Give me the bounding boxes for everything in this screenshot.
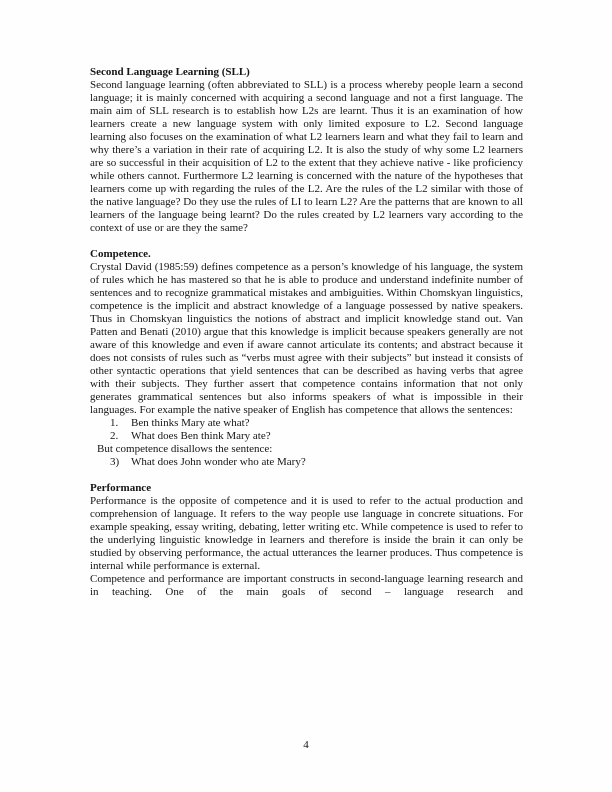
disallowed-sentences-list <box>90 456 523 469</box>
list-marker: 3) <box>110 456 120 468</box>
list-item-text: Ben thinks Mary ate what? <box>131 417 250 429</box>
disallowed-sentence-intro: But competence disallows the sentence: <box>97 443 273 455</box>
section-heading-performance: Performance <box>90 482 152 494</box>
allowed-sentences-list <box>90 417 523 443</box>
paragraph-sll: Second language learning (often abbreviated to SLL) is a process whereby people learn a second language; it is mainly concerned with acquiring a second language and not a first language. The main aim of SLL research is to establish how L2s are learnt. Thus it is an examination of how learners create a new language system with only limited exposure to L2. Second language learning also focuses on the examination of what L2 learners learn and what they fail to learn and why there’s a variation in their rate of acquiring L2. It is also the study of why some L2 learners are so successful in their acquisition of L2 to the extent that they achieve native - like proficiency while others cannot. Furthermore L2 learning is concerned with the nature of the hypotheses that learners come up with regarding the rules of the L2. Are the rules of the L2 similar with those of the native language? Do they use the rules of LI to learn L2? Are the patterns that are known to all learners of the language being learnt? Do the rules created by L2 learners vary according to the context of use or are they the same? <box>90 79 523 234</box>
paragraph-competence: Crystal David (1985:59) defines competence as a person’s knowledge of his language, the system of rules which he has mastered so that he is able to produce and understand indefinite number of sentences and to recognize grammatical mistakes and ambiguities. Within Chomskyan linguistics, competence is the implicit and abstract knowledge of a language possessed by native speakers. Thus in Chomskyan linguistics the notions of abstract and implicit knowledge stand out. Van Patten and Benati (2010) argue that this knowledge is implicit because speakers generally are not aware of this knowledge and even if aware cannot articulate its contents; and abstract because it does not consists of rules such as “verbs must agree with their subjects” but instead it consists of other syntactic operations that yield sentences that can be described as having verbs that agree with their subjects. They further assert that competence contains information that not only generates grammatical sentences but also informs speakers of what is impossible in their languages. For example the native speaker of English has competence that allows the sentences: <box>90 261 523 416</box>
paragraph-closing: Competence and performance are important constructs in second-language learning research and in teaching. One of the main goals of second – language research and <box>90 573 523 598</box>
list-item <box>90 417 523 430</box>
section-competence <box>90 248 523 469</box>
page-content <box>90 66 523 599</box>
list-marker: 2. <box>110 430 119 442</box>
list-item-text: What does John wonder who ate Mary? <box>131 456 306 468</box>
list-item <box>90 430 523 443</box>
list-item-text: What does Ben think Mary ate? <box>131 430 271 442</box>
section-second-language-learning <box>90 66 523 235</box>
section-performance <box>90 482 523 599</box>
page-number: 4 <box>303 739 309 751</box>
section-heading-competence: Competence. <box>90 248 151 260</box>
paragraph-performance: Performance is the opposite of competence and it is used to refer to the actual production and comprehension of language. It refers to the way people use language in concrete situations. For example speaking, essay writing, debating, letter writing etc. While competence is used to refer to the underlying linguistic knowledge in learners and therefore is inside the brain it can only be studied by observing performance, the actual utterances the learner produces. Thus competence is internal while performance is external. <box>90 495 523 572</box>
list-item <box>90 456 523 469</box>
section-heading-sll: Second Language Learning (SLL) <box>90 66 250 78</box>
list-marker: 1. <box>110 417 119 429</box>
